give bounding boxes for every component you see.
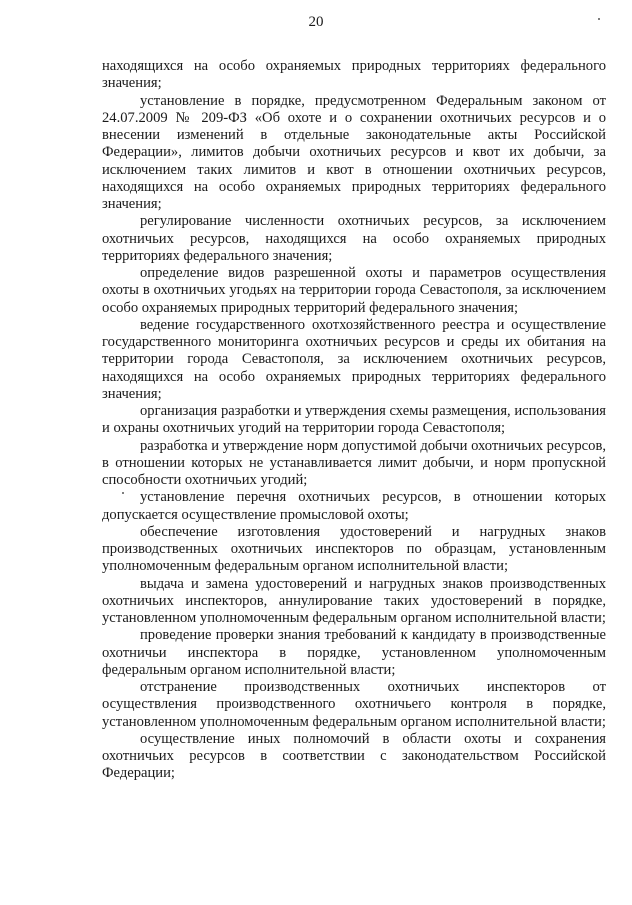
paragraph-hunting-types: определение видов разрешенной охоты и параметров осуществления охоты в охотничьих угодьях на территории города Севастополя, за исключением особо охраняемых природных территорий федерального значения; [102,265,606,316]
document-body [102,58,606,783]
paragraph-population-regulation: регулирование численности охотничьих ресурсов, за исключением охотничьих ресурсов, находящихся на особо охраняемых природных территориях федерального значения; [102,213,606,264]
paragraph-harvest-norms: разработка и утверждение норм допустимой добычи охотничьих ресурсов, в отношении которых не устанавливается лимит добычи, и норм пропускной способности охотничьих угодий; [102,437,606,488]
paragraph-grounds-scheme: организация разработки и утверждения схемы размещения, использования и охраны охотничьих угодий на территории города Севастополя; [102,403,606,437]
scan-speck [122,492,124,494]
paragraph-continuation: находящихся на особо охраняемых природных территориях федерального значения; [102,58,606,92]
paragraph-knowledge-check: проведение проверки знания требований к кандидату в производственные охотничьи инспектора в порядке, установленном уполномоченным федеральным органом исполнительной власти; [102,627,606,678]
paragraph-other-powers: осуществление иных полномочий в области охоты и сохранения охотничьих ресурсов в соответствии с законодательством Российской Федерации; [102,730,606,782]
paragraph-commercial-hunting: установление перечня охотничьих ресурсов, в отношении которых допускается осуществление промысловой охоты; [102,489,606,523]
paragraph-certificate-issuance: выдача и замена удостоверений и нагрудных знаков производственных охотничьих инспекторов, аннулирование таких удостоверений в порядке, установленном уполномоченным федеральным органом исполнительной власти; [102,575,606,626]
scan-speck [598,18,600,20]
paragraph-hunting-registry: ведение государственного охотхозяйственного реестра и осуществление государственного мониторинга охотничьих ресурсов и среды их обитания на территории города Севастополя, за исключением охотничьих ресурсов, находящихся на особо охраняемых природных территориях федерального значения; [102,316,606,402]
page-number: 20 [308,14,324,30]
paragraph-inspector-removal: отстранение производственных охотничьих инспекторов от осуществления производственного охотничьего контроля в порядке, установленном уполномоченным федеральным органом исполнительной власти; [102,679,606,730]
paragraph-inspector-badges: обеспечение изготовления удостоверений и нагрудных знаков производственных охотничьих инспекторов по образцам, установленным уполномоченным федеральным органом исполнительной власти; [102,523,606,575]
paragraph-hunting-limits: установление в порядке, предусмотренном Федеральным законом от 24.07.2009 № 209-ФЗ «Об охоте и о сохранении охотничьих ресурсов и о внесении изменений в отдельные законодательные акты Российской Федерации», лимитов добычи охотничьих ресурсов и квот их добычи, за исключением таких лимитов и квот в отношении охотничьих ресурсов, находящихся на особо охраняемых природных территориях федерального значения; [102,92,606,212]
